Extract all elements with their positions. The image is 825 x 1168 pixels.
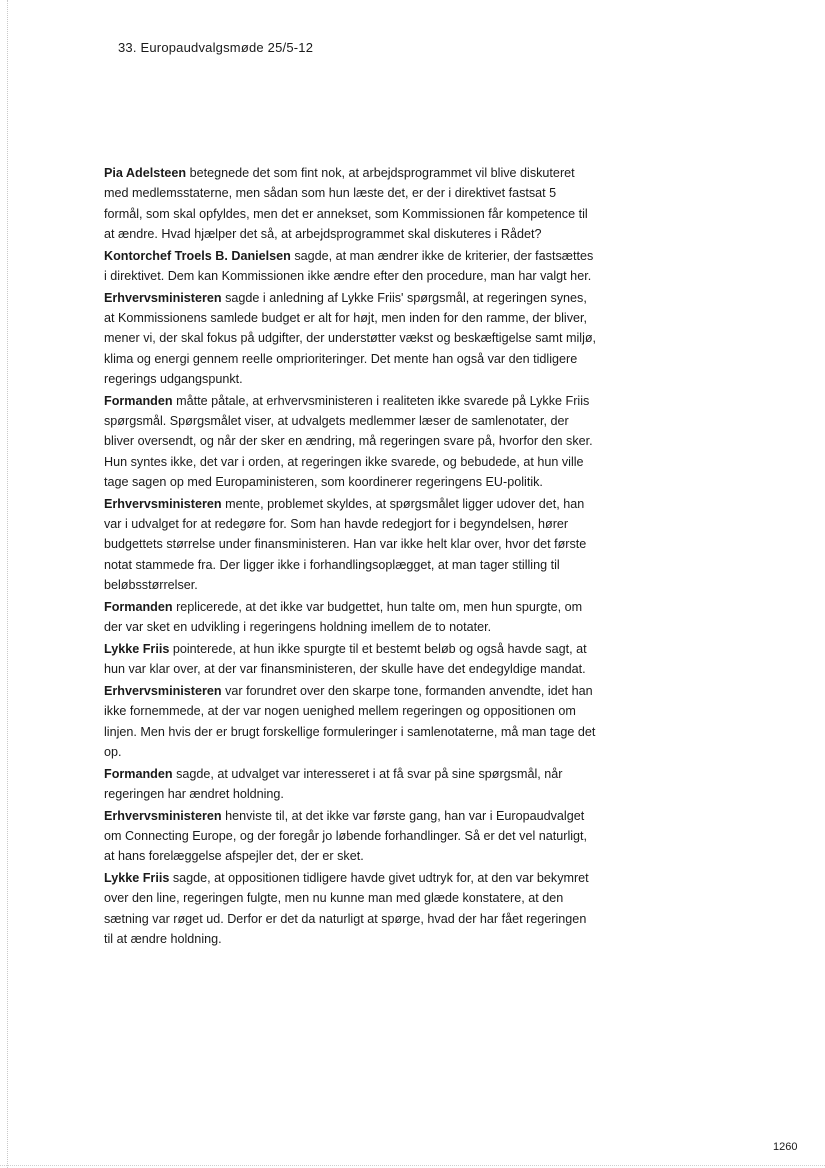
speaker-name: Lykke Friis <box>104 641 170 656</box>
page-header: 33. Europaudvalgsmøde 25/5-12 <box>118 40 314 55</box>
paragraph <box>104 639 598 680</box>
speaker-name: Pia Adelsteen <box>104 166 187 180</box>
paragraph <box>104 868 598 949</box>
speaker-name: Lykke Friis <box>104 871 170 886</box>
paragraph <box>104 163 598 244</box>
statement-text: mente, problemet skyldes, at spørgsmålet ligger udover det, han var i udvalget for at redegøre for. Som han havde redegjort for i begyndelsen, hører budgettets størrelse under finansministeren. Han var ikke helt klar over, hvor det første notat stammede fra. Der ligger ikke i forhandlingsoplægget, at man tager stilling til beløbsstørrelser. <box>104 496 587 592</box>
scan-edge-line <box>7 0 8 1168</box>
paragraph <box>104 246 598 287</box>
speaker-name: Formanden <box>104 393 173 408</box>
speaker-name: Formanden <box>104 599 173 614</box>
statement-text: henviste til, at det ikke var første gang, han var i Europaudvalget om Connecting Europe, og der foregår jo løbende forhandlinger. Så er det vel naturligt, at hans forelæggelse afspejler det, der er sket. <box>104 808 588 864</box>
scan-bottom-line <box>0 1165 825 1166</box>
statement-text: replicerede, at det ikke var budgettet, hun talte om, men hun spurgte, om der var sket en udvikling i regeringens holdning imellem de to notater. <box>104 599 583 635</box>
statement-text: betegnede det som fint nok, at arbejdsprogrammet vil blive diskuteret med medlemsstaterne, men sådan som hun læste det, er der i direktivet fastsat 5 formål, som skal opfyldes, men det er annekset, som Kommissionen får kompetence til at ændre. Hvad hjælper det så, at arbejdsprogrammet skal diskuteres i Rådet? <box>104 166 588 241</box>
statement-text: sagde, at man ændrer ikke de kriterier, der fastsættes i direktivet. Dem kan Kommissionen ikke ændre efter den procedure, man har valgt her. <box>104 248 594 283</box>
statement-text: sagde i anledning af Lykke Friis' spørgsmål, at regeringen synes, at Kommissionens samlede budget er alt for højt, men inden for den ramme, der bliver, mener vi, der skal fokus på udgifter, der understøtter vækst og beskæftigelse samt miljø, klima og energi gennem reelle omprioriteringer. Det mente han også var den tidligere regerings udgangspunkt. <box>104 290 597 386</box>
paragraph <box>104 288 598 389</box>
paragraph <box>104 764 598 805</box>
speaker-name: Kontorchef Troels B. Danielsen <box>104 248 291 263</box>
paragraph <box>104 597 598 638</box>
speaker-name: Formanden <box>104 766 173 781</box>
speaker-name: Erhvervsministeren <box>104 290 222 305</box>
statement-text: sagde, at udvalget var interesseret i at få svar på sine spørgsmål, når regeringen har ændret holdning. <box>104 766 563 801</box>
speaker-name: Erhvervsministeren <box>104 808 222 823</box>
speaker-name: Erhvervsministeren <box>104 496 222 511</box>
statement-text: pointerede, at hun ikke spurgte til et bestemt beløb og også havde sagt, at hun var klar over, at der var finansministeren, der skulle have det endegyldige mandat. <box>104 641 587 677</box>
minutes-body <box>104 163 598 951</box>
speaker-name: Erhvervsministeren <box>104 683 222 698</box>
page-number: 1260 <box>773 1141 798 1153</box>
paragraph <box>104 681 598 762</box>
paragraph <box>104 391 598 492</box>
paragraph <box>104 806 598 867</box>
statement-text: måtte påtale, at erhvervsministeren i realiteten ikke svarede på Lykke Friis spørgsmål. Spørgsmålet viser, at udvalgets medlemmer læser de samlenotater, der bliver oversendt, og når der sker en ændring, må regeringen svare på, hvorfor den sker. Hun syntes ikke, det var i orden, at regeringen ikke svarede, og bebudede, at hun ville tage sagen op med Europaministeren, som koordinerer regeringens EU-politik. <box>104 393 593 489</box>
statement-text: sagde, at oppositionen tidligere havde givet udtryk for, at den var bekymret over den line, regeringen fulgte, men nu kunne man med glæde konstatere, at den sætning var røget ud. Derfor er det da naturligt at spørge, hvad der har fået regeringen til at ændre holdning. <box>104 871 589 946</box>
paragraph <box>104 494 598 595</box>
statement-text: var forundret over den skarpe tone, formanden anvendte, idet han ikke fornemmede, at der var nogen uenighed mellem regeringen og oppositionen om linjen. Men hvis der er brugt forskellige formuleringer i samlenotaterne, må man tage det op. <box>104 683 596 759</box>
